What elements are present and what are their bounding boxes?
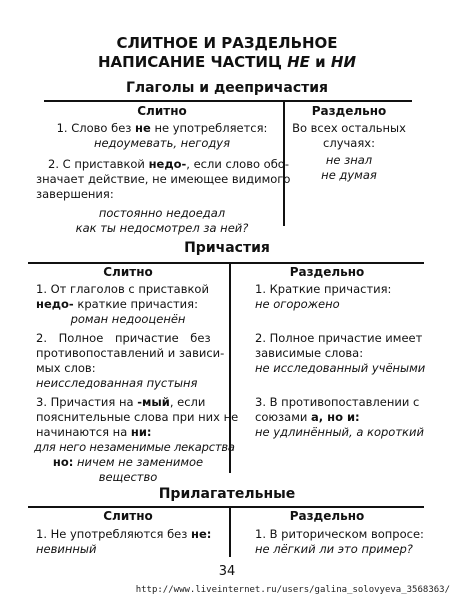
rule-text: недо- краткие причастия: [36,297,198,311]
rule-text: случаях: [323,136,375,150]
rule-text: союзами а, но и: [255,410,360,424]
example-text: для него незаменимые лекарства [34,440,235,454]
rule-text: мых слов: [36,361,96,375]
rule-text: 2. С приставкой недо-, если слово обо- [48,157,289,171]
column-head-together: Слитно [103,265,153,279]
rule-text: 1. Краткие причастия: [255,282,392,296]
section-heading-adjectives: Прилагательные [158,486,296,502]
example-text: неисследованная пустыня [36,376,198,390]
column-head-separate: Раздельно [289,509,365,523]
rule-text: 2. Полное причастие имеет [255,331,423,345]
example-text: не огорожено [255,297,340,311]
section-divider [44,100,412,102]
column-head-separate: Раздельно [311,104,387,118]
page-number: 34 [218,564,236,579]
column-head-together: Слитно [103,509,153,523]
particle-ni: НИ [330,53,357,71]
example-text: недоумевать, негодуя [93,136,231,150]
rule-text: зависимые слова: [255,346,364,360]
rule-text: Во всех остальных [292,121,406,135]
column-head-separate: Раздельно [289,265,365,279]
rule-text: 1. Слово без не не употребляется: [56,121,268,135]
example-text: не лёгкий ли это пример? [255,542,413,556]
rule-text: пояснительные слова при них не [36,410,239,424]
section-divider [28,262,424,264]
example-text: невинный [36,542,97,556]
example-text: не знал [325,153,373,167]
rule-text: значает действие, не имеющее видимого [36,172,291,186]
example-text: как ты недосмотрел за ней? [75,221,249,235]
section-heading-participles: Причастия [184,240,270,256]
example-text: не думая [321,168,377,182]
rule-text: завершения: [36,187,114,201]
rule-text: 3. Причастия на -мый, если [36,395,206,409]
example-text: не исследованный учёными [255,361,426,375]
example-text: но: ничем не заменимое [52,455,204,469]
column-divider [229,507,231,557]
title-line2: НАПИСАНИЕ ЧАСТИЦ НЕ и НИ [97,53,357,71]
rule-text: 1. Не употребляются без не: [36,527,212,541]
example-text: вещество [98,470,158,484]
title-line1: СЛИТНОЕ И РАЗДЕЛЬНОЕ [116,34,338,52]
footer-url: http://www.liveinternet.ru/users/galina_solovyeva_3568363/ [135,585,450,595]
rule-text: 3. В противопоставлении с [255,395,420,409]
rule-text: 1. От глаголов с приставкой [36,282,209,296]
page-title [0,34,454,72]
example-text: постоянно недоедал [98,206,226,220]
column-head-together: Слитно [137,104,187,118]
rule-text: 2. Полное причастие без [36,331,211,345]
particle-ne: НЕ [287,53,310,71]
example-text: роман недооценён [70,312,186,326]
rule-text: начинаются на ни: [36,425,152,439]
section-divider [28,506,424,508]
section-heading-verbs: Глаголы и деепричастия [125,80,329,96]
example-text: не удлинённый, а короткий [255,425,424,439]
rule-text: противопоставлений и зависи- [36,346,225,360]
rule-text: 1. В риторическом вопросе: [255,527,424,541]
